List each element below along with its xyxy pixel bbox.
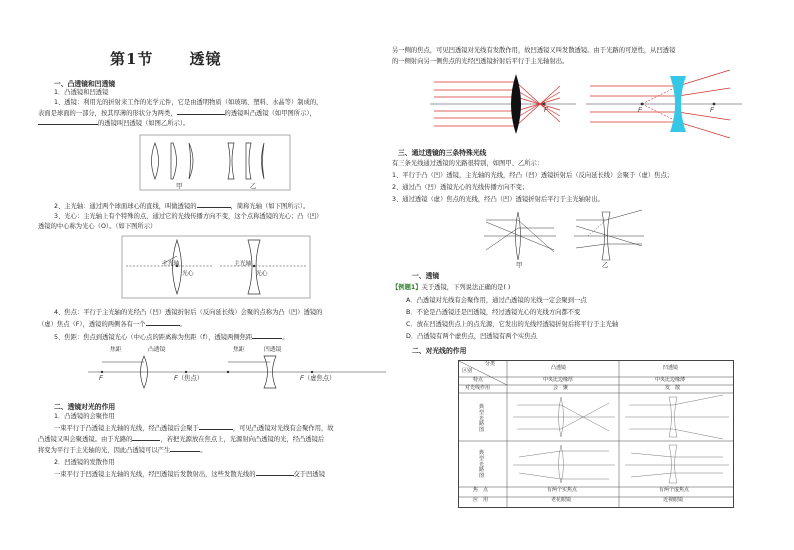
- heading-convex-concave: 一、凸透镜和凹透镜: [54, 80, 116, 88]
- table-col-concave: 凹透镜: [663, 365, 679, 371]
- para-optical-center-a: 3、光心：主光轴上有个特殊的点，通过它的光线传播方向不变，这个点称透镜的光心；凸（凹）: [54, 213, 323, 220]
- para-lens-def-b: 表面是球面的一部分，按其厚薄的形状分为两类， 的透镜叫凸透镜（如甲图所示），: [38, 110, 316, 117]
- lens-shape-biconcave: [228, 143, 234, 179]
- fig4-focus-3: F: [710, 107, 714, 114]
- para-optical-center-b: 透镜的中心称为光心（O）。（如下图所示）: [38, 223, 157, 230]
- para-three-rays-intro: 有三条光线通过透镜的光路很特别，如图甲、乙所示：: [392, 160, 544, 167]
- subheading-convergent: 1．凸透镜的会聚作用: [54, 413, 115, 420]
- para-ray-1: 1、平行于凸（凹）透镜，主光轴的光线，经凸（凹）透镜折射后（反向延长线）会聚于（虚）焦点；: [392, 172, 674, 179]
- convex-lens-dark: [511, 74, 521, 134]
- para-convergent-a: 一束平行于凸透镜主光轴的光线，经凸透镜后会聚于 ，可见凸透镜对光线有会聚作用，故: [54, 425, 334, 432]
- subheading-1: 1．凸透镜和凹透镜: [54, 89, 109, 96]
- para-main-axis: 2、主光轴：通过两个球面球心的直线，叫做透镜的 ，简称光轴（如下图所示）。: [54, 203, 310, 210]
- lens-shape-biconvex: [152, 143, 159, 179]
- heading-lens-section: 一、透镜: [412, 272, 440, 280]
- ray-diagram-figure: [430, 74, 742, 134]
- lens-shapes-figure: [140, 135, 290, 190]
- subheading-divergent: 2．凹透镜的发散作用: [54, 459, 115, 466]
- fig3-label-focal-1: 焦距: [110, 347, 122, 353]
- page-title: [110, 48, 257, 71]
- fig3-focus-left: F: [99, 375, 103, 382]
- fig4-focus-1: F: [544, 107, 548, 114]
- three-rays-figure: [484, 208, 644, 262]
- fig1-label-jia: 甲: [176, 183, 183, 190]
- para-convergent-b: 凸透镜又叫会聚透镜。由于光路的 ，若把光源放在焦点上，光源射向凸透镜的光，经凸透镜后: [38, 436, 325, 443]
- table-col-convex: 凸透镜: [551, 365, 567, 371]
- para-divergent-cont-b: 的一侧射向另一侧焦点的光经凹透镜折射后平行于主光轴射出。: [392, 58, 569, 65]
- para-focus-a: 4、焦点：平行于主光轴的光经凸（凹）透镜折射后（反向延长线）会聚的点称为凸（凹）透镜的: [54, 309, 323, 316]
- heading-ray-effect: 二、对光线的作用: [412, 347, 467, 355]
- para-ray-2: 2、通过凸（凹）透镜光心的光线传播方向不变；: [392, 184, 529, 191]
- option-c: C．放在凹透镜焦点上的点光源，它发出的光线经透镜折射后将平行于主光轴: [406, 321, 619, 328]
- section-title: 透镜: [189, 50, 222, 68]
- fig3-label-concave: 凹透镜: [264, 347, 282, 353]
- fig1-label-yi: 乙: [250, 183, 257, 190]
- comparison-table: 分类 区别 特点 凸透镜 凹透镜 中央比边缘厚 中央比边缘薄 对光线作用 会 聚 发 散 典型光路图 典型光路图 焦 点 有两个实焦点 有两个虚焦点 应 用 老花眼镜 近视眼镜: [458, 360, 734, 508]
- fig2-label-axis-1: 主光轴: [162, 261, 180, 267]
- lens-shape-concave-meniscus: [262, 143, 265, 179]
- fig3-label-convex: 凸透镜: [148, 347, 166, 353]
- section-number: 第1节: [110, 50, 154, 68]
- option-b: B．不论是凸透镜还是凹透镜，经过透镜光心的光线方向都不变: [406, 309, 581, 316]
- fig5-label-jia: 甲: [516, 262, 523, 269]
- heading-lens-effect: 二、透镜对光的作用: [54, 403, 116, 411]
- fig5-label-yi: 乙: [602, 262, 609, 269]
- fig2-label-center-1: 光心: [182, 271, 194, 277]
- fig2-label-axis-2: 主光轴: [234, 261, 252, 267]
- example-tag: 【例题1】: [392, 284, 422, 291]
- option-a: A．凸透镜对光线有会聚作用，通过凸透镜的光线一定会聚到一点: [406, 297, 587, 304]
- para-focus-b: （虚）焦点（F），透镜的两侧各有一个 。: [38, 321, 186, 328]
- para-convergent-c: 将变为平行于主光轴的光，因此凸透镜可以产生 。: [38, 447, 207, 454]
- fig3-focus-convex: F（焦点）: [174, 375, 204, 382]
- lens-shape-planoconcave: [246, 143, 251, 179]
- fig2-label-center-2: 光心: [256, 271, 268, 277]
- para-divergent-cont-a: 另一侧的焦点，可见凹透镜对光线有发散作用，故凹透镜又叫发散透镜。由于光路的可逆性，从凹透镜: [392, 47, 676, 54]
- example-question: 【例题1】关于透镜，下列说法正确的是( ): [392, 284, 511, 291]
- heading-three-rays: 三、通过透镜的三条特殊光线: [398, 149, 487, 157]
- fig4-focus-2: F: [638, 107, 642, 114]
- focal-length-figure: [88, 352, 388, 388]
- para-divergent: 一束平行于凹透镜主光轴的光线，经凹透镜后发散射出，这些发散光线的 交于凹透镜: [54, 471, 325, 478]
- main-axis-figure: [122, 236, 310, 298]
- fig3-label-focal-2: 焦距: [233, 347, 245, 353]
- para-focal-length: 5、焦距：焦点到透镜光心（中心点的距离称为焦距（f），透镜两侧焦距 。: [54, 334, 289, 341]
- para-lens-def-c: 的透镜叫凹透镜（如图乙所示）。: [38, 118, 189, 129]
- lens-shape-planoconvex: [171, 143, 177, 179]
- lens-shape-meniscus: [189, 143, 193, 179]
- para-lens-def-a: 1、透镜：利用光的折射来工作的光学元件，它是由透明物质（如玻璃、塑料、水晶等）制成的，: [54, 99, 323, 106]
- para-ray-3: 3、通过透镜（虚）焦点的光线，经凸（凹）透镜折射后平行于主光轴射出。: [392, 196, 604, 203]
- option-d: D．凸透镜有两个虚焦点，凹透镜有两个实焦点: [406, 333, 537, 340]
- fig3-focus-concave: F（虚焦点）: [300, 375, 336, 382]
